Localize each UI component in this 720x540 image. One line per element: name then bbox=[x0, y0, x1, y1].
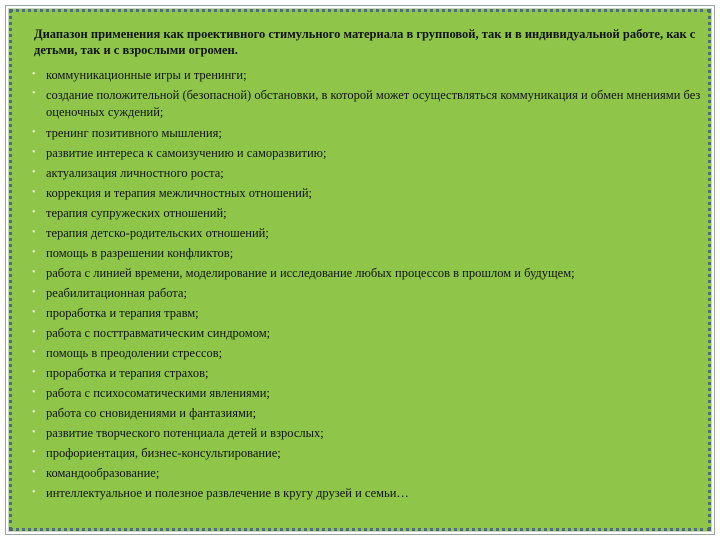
bullet-icon: • bbox=[32, 287, 36, 298]
list-item-text: работа с психосоматическими явлениями; bbox=[46, 386, 270, 400]
bullet-icon: • bbox=[32, 88, 36, 99]
list-item-text: развитие интереса к самоизучению и саморазвитию; bbox=[46, 146, 327, 160]
list-item-text: проработка и терапия травм; bbox=[46, 306, 199, 320]
bullet-icon: • bbox=[32, 207, 36, 218]
list-item-text: коммуникационные игры и тренинги; bbox=[46, 68, 247, 82]
bullet-icon: • bbox=[32, 147, 36, 158]
list-item bbox=[30, 403, 702, 423]
bullet-icon: • bbox=[32, 187, 36, 198]
list-item bbox=[30, 483, 702, 503]
list-item-text: развитие творческого потенциала детей и взрослых; bbox=[46, 426, 324, 440]
list-item-text: интеллектуальное и полезное развлечение в кругу друзей и семьи… bbox=[46, 486, 409, 500]
slide-title: Диапазон применения как проективного стимульного материала в групповой, так и в индивидуальной работе, как с детьми, так и с взрослыми огромен. bbox=[34, 27, 696, 57]
bullet-icon: • bbox=[32, 387, 36, 398]
list-item-text: командообразование; bbox=[46, 466, 160, 480]
list-item bbox=[30, 263, 702, 283]
list-item bbox=[30, 303, 702, 323]
list-item-text: терапия детско-родительских отношений; bbox=[46, 226, 269, 240]
list-item-text: тренинг позитивного мышления; bbox=[46, 126, 222, 140]
list-item bbox=[30, 143, 702, 163]
bullet-icon: • bbox=[32, 127, 36, 138]
bullet-icon: • bbox=[32, 487, 36, 498]
list-item-text: работа со сновидениями и фантазиями; bbox=[46, 406, 257, 420]
list-item bbox=[30, 203, 702, 223]
bullet-icon: • bbox=[32, 367, 36, 378]
list-item-text: профориентация, бизнес-консультирование; bbox=[46, 446, 281, 460]
bullet-icon: • bbox=[32, 69, 36, 80]
list-item-text: создание положительной (безопасной) обстановки, в которой может осуществляться коммуникация и обмен мнениями без оценочных суждений; bbox=[46, 88, 701, 119]
list-item bbox=[30, 363, 702, 383]
bullet-icon: • bbox=[32, 227, 36, 238]
list-item-text: реабилитационная работа; bbox=[46, 286, 187, 300]
bullet-icon: • bbox=[32, 327, 36, 338]
bullet-icon: • bbox=[32, 267, 36, 278]
list-item bbox=[30, 85, 702, 123]
bullet-icon: • bbox=[32, 307, 36, 318]
list-item bbox=[30, 183, 702, 203]
list-item bbox=[30, 283, 702, 303]
list-item bbox=[30, 163, 702, 183]
list-item bbox=[30, 343, 702, 363]
slide-panel bbox=[9, 9, 711, 531]
bullet-icon: • bbox=[32, 247, 36, 258]
list-item-text: терапия супружеских отношений; bbox=[46, 206, 227, 220]
bullet-icon: • bbox=[32, 167, 36, 178]
bullet-icon: • bbox=[32, 407, 36, 418]
list-item-text: помощь в разрешении конфликтов; bbox=[46, 246, 234, 260]
list-item-text: помощь в преодолении стрессов; bbox=[46, 346, 223, 360]
list-item bbox=[30, 243, 702, 263]
list-item-text: работа с посттравматическим синдромом; bbox=[46, 326, 271, 340]
bullet-list bbox=[30, 65, 702, 503]
list-item bbox=[30, 223, 702, 243]
list-item-text: проработка и терапия страхов; bbox=[46, 366, 209, 380]
bullet-icon: • bbox=[32, 467, 36, 478]
bullet-icon: • bbox=[32, 347, 36, 358]
list-item bbox=[30, 443, 702, 463]
bullet-icon: • bbox=[32, 447, 36, 458]
list-item bbox=[30, 65, 702, 85]
bullet-icon: • bbox=[32, 427, 36, 438]
list-item bbox=[30, 123, 702, 143]
list-item bbox=[30, 463, 702, 483]
list-item bbox=[30, 323, 702, 343]
list-item-text: актуализация личностного роста; bbox=[46, 166, 224, 180]
list-item-text: работа с линией времени, моделирование и исследование любых процессов в прошлом и будущем; bbox=[46, 266, 575, 280]
list-item bbox=[30, 423, 702, 443]
list-item bbox=[30, 383, 702, 403]
list-item-text: коррекция и терапия межличностных отношений; bbox=[46, 186, 313, 200]
